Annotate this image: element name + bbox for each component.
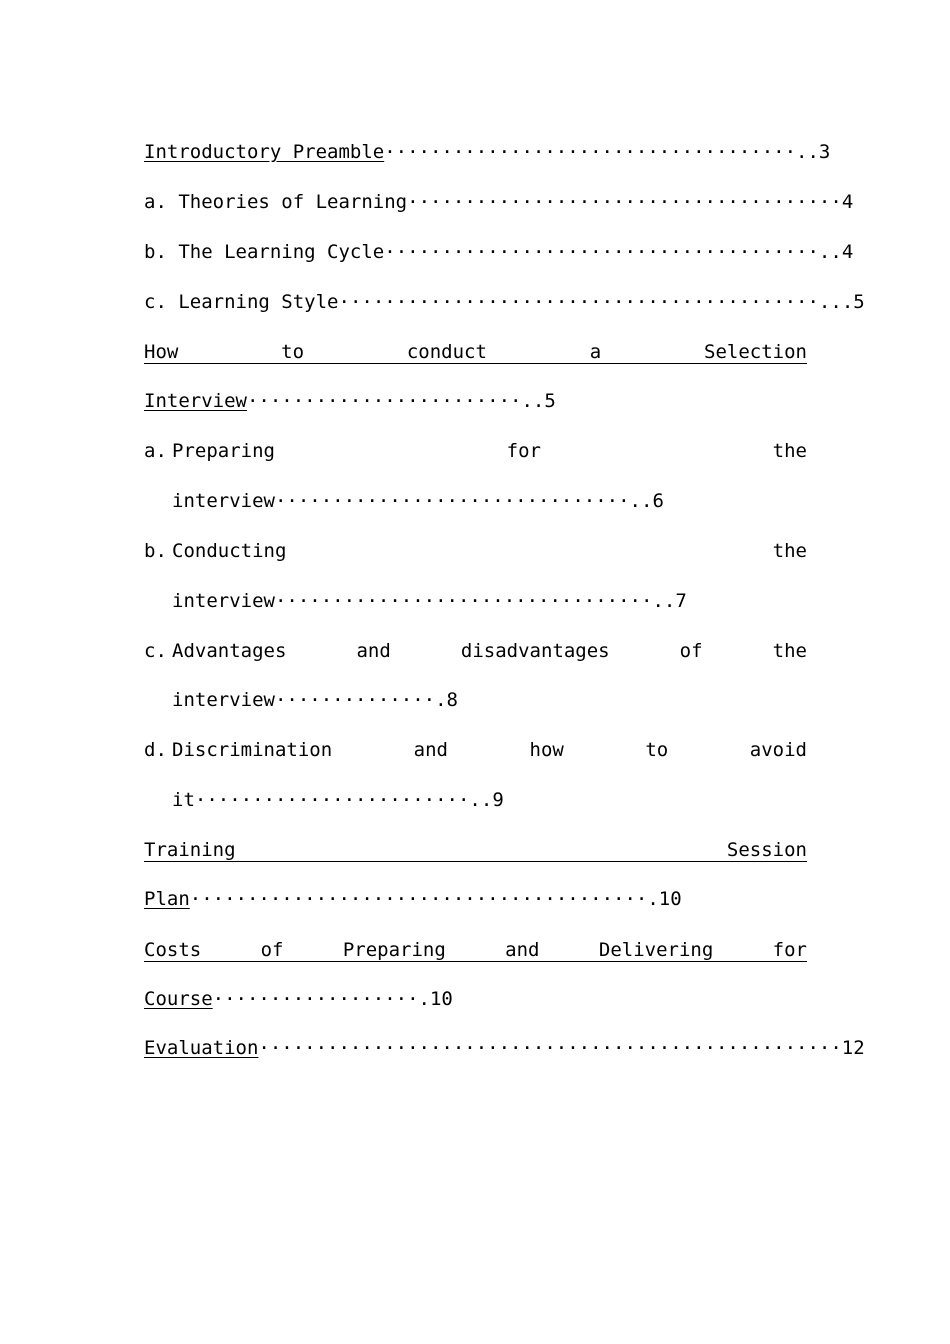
toc-leader: ·································.. [274, 590, 676, 612]
toc-leader: ··············. [274, 689, 447, 711]
toc-entry-evaluation[interactable] [144, 1034, 865, 1062]
toc-entry-style[interactable] [144, 288, 865, 316]
toc-leader: ··················································· [258, 1037, 842, 1059]
toc-title: Course [144, 988, 213, 1010]
toc-word: and [413, 739, 448, 761]
toc-page-number: 8 [446, 689, 458, 711]
toc-leader: ··········································... [338, 291, 854, 313]
toc-entry-discrimination[interactable] [144, 736, 807, 764]
toc-label: c. [144, 291, 167, 313]
toc-entry-training[interactable] [144, 839, 807, 862]
toc-page-number: 10 [658, 888, 682, 910]
toc-title: Interview [144, 390, 247, 412]
toc-leader: ······································ [407, 191, 842, 213]
toc-entry-discrimination-cont[interactable] [172, 786, 807, 814]
toc-entry-costs-cont[interactable] [144, 985, 807, 1013]
toc-title: The Learning Cycle [178, 241, 385, 263]
toc-entry-preparing-cont[interactable] [172, 487, 807, 515]
toc-word: Advantages [172, 640, 287, 662]
toc-word: Session [726, 839, 807, 861]
toc-page-number: 5 [544, 390, 556, 412]
toc-entry-cycle[interactable] [144, 238, 854, 266]
toc-word: how [529, 739, 564, 761]
toc-word: Preparing [342, 939, 446, 961]
toc-page-number: 7 [675, 590, 687, 612]
toc-page-number: 6 [652, 490, 664, 512]
toc-entry-training-cont[interactable] [144, 885, 807, 913]
toc-page-number: 9 [492, 789, 504, 811]
toc-word: Preparing [172, 440, 275, 462]
toc-page-number: 4 [841, 241, 854, 263]
toc-leader: ························.. [194, 789, 493, 811]
toc-entry-selection-cont[interactable] [144, 387, 807, 415]
toc-label: b. [144, 540, 167, 562]
toc-page-number: 3 [818, 141, 831, 163]
toc-entry-costs[interactable] [144, 939, 807, 962]
toc-word: for [772, 939, 807, 961]
toc-entry-preparing[interactable] [144, 437, 807, 465]
toc-word: conduct [406, 341, 487, 363]
toc-entry-advantages[interactable] [144, 637, 807, 665]
toc-page-number: 12 [841, 1037, 865, 1059]
toc-word: Selection [704, 341, 807, 363]
toc-leader: ····································.. [384, 141, 819, 163]
toc-entry-theories[interactable] [144, 188, 854, 216]
toc-entry-intro[interactable] [144, 138, 831, 166]
toc-title: Evaluation [144, 1037, 259, 1059]
toc-leader: ······································.. [384, 241, 842, 263]
toc-word: Conducting [172, 540, 287, 562]
toc-word: How [144, 341, 179, 363]
toc-word: avoid [749, 739, 807, 761]
toc-label: b. [144, 241, 167, 263]
toc-word: a [589, 341, 602, 363]
toc-leader: ··················. [212, 988, 430, 1010]
toc-title: interview [172, 590, 275, 612]
toc-entry-advantages-cont[interactable] [172, 686, 807, 714]
toc-entry-conducting-cont[interactable] [172, 587, 807, 615]
toc-entry-conducting[interactable] [144, 537, 807, 565]
toc-word: the [772, 640, 807, 662]
toc-word: disadvantages [460, 640, 610, 662]
toc-title: it [172, 789, 195, 811]
toc-leader: ········································. [189, 888, 659, 910]
toc-page-number: 5 [853, 291, 865, 313]
toc-word: the [772, 540, 807, 562]
toc-page-number: 10 [429, 988, 453, 1010]
toc-title: interview [172, 689, 275, 711]
toc-label: a. [144, 440, 167, 462]
toc-title: Plan [144, 888, 190, 910]
toc-entry-selection[interactable] [144, 341, 807, 364]
toc-label: a. [144, 191, 167, 213]
toc-word: Discrimination [172, 739, 333, 761]
toc-word: the [772, 440, 807, 462]
toc-word: and [505, 939, 540, 961]
toc-label: c. [144, 640, 167, 662]
toc-word: to [281, 341, 305, 363]
toc-page-number: 4 [841, 191, 854, 213]
toc-word: for [506, 440, 541, 462]
toc-word: Costs [144, 939, 202, 961]
toc-word: of [679, 640, 703, 662]
toc-label: d. [144, 739, 167, 761]
toc-word: Delivering [598, 939, 714, 961]
toc-title: interview [172, 490, 275, 512]
toc-title: Theories of Learning [178, 191, 408, 213]
toc-word: of [260, 939, 284, 961]
toc-word: to [645, 739, 669, 761]
toc-word: and [356, 640, 391, 662]
toc-leader: ·······························.. [274, 490, 653, 512]
toc-word: Training [144, 839, 236, 861]
toc-leader: ························.. [246, 390, 545, 412]
toc-title: Introductory Preamble [144, 141, 385, 163]
toc-title: Learning Style [178, 291, 339, 313]
